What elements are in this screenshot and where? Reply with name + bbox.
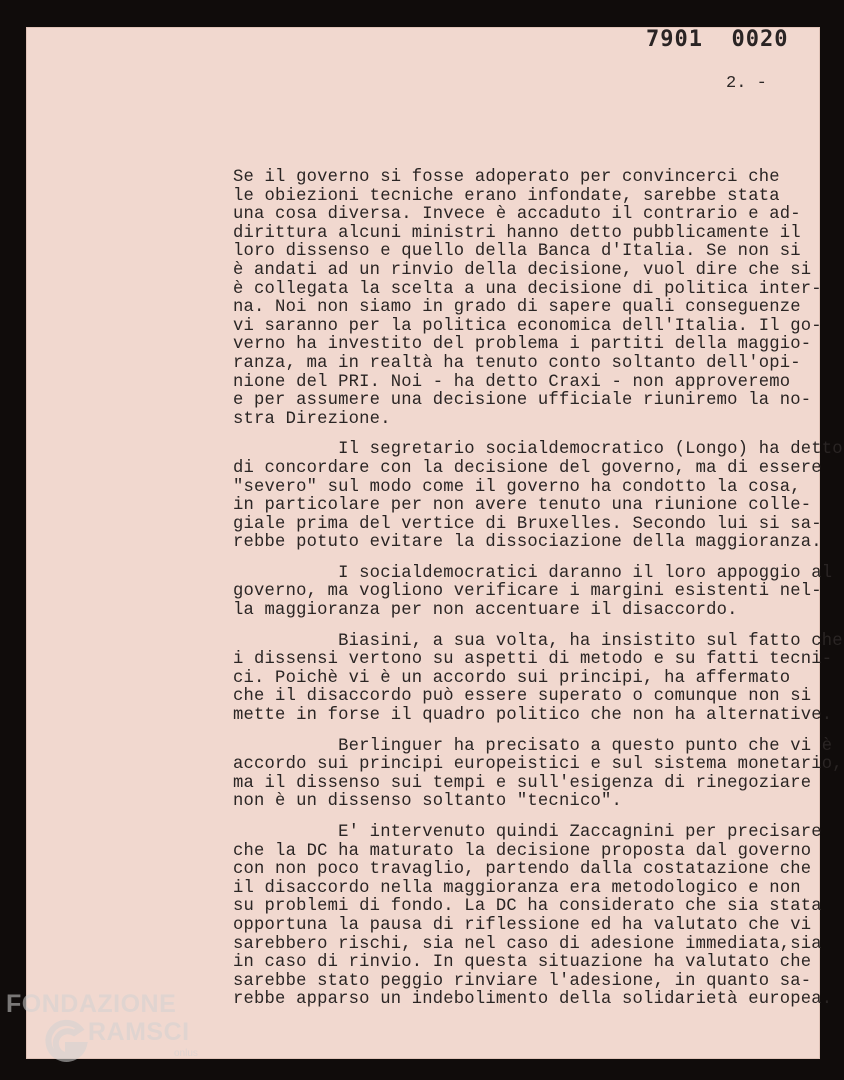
text-line: sarebbe stato peggio rinviare l'adesione, in quanto sa- bbox=[233, 971, 812, 991]
text-line: mette in forse il quadro politico che non ha alternative. bbox=[233, 706, 833, 726]
watermark-onlus: onlus bbox=[174, 1048, 198, 1059]
text-line: i dissensi vertono su aspetti di metodo e su fatti tecni- bbox=[233, 650, 833, 670]
text-line: è collegata la scelta a una decisione di politica inter- bbox=[233, 279, 822, 299]
text-line: loro dissenso e quello della Banca d'Italia. Se non si bbox=[233, 242, 801, 262]
text-line: ranza, ma in realtà ha tenuto conto soltanto dell'opi- bbox=[233, 353, 801, 373]
watermark-subtitle: RAMSCI bbox=[88, 1018, 190, 1046]
watermark-title: FONDAZIONE bbox=[6, 990, 177, 1018]
text-line: in caso di rinvio. In questa situazione ha valutato che bbox=[233, 953, 812, 973]
archive-code: 7901 0020 bbox=[646, 27, 789, 52]
document-page bbox=[26, 27, 843, 1059]
text-line: le obiezioni tecniche erano infondate, sarebbe stata bbox=[233, 186, 780, 206]
text-line: nione del PRI. Noi - ha detto Craxi - non approveremo bbox=[233, 372, 791, 392]
text-line: e per assumere una decisione ufficiale riuniremo la no- bbox=[233, 391, 812, 411]
fondazione-gramsci-watermark bbox=[6, 990, 216, 1080]
text-line: accordo sui principi europeistici e sul sistema monetario, bbox=[233, 755, 843, 775]
text-line: il disaccordo nella maggioranza era metodologico e non bbox=[233, 878, 801, 898]
text-line: di concordare con la decisione del governo, ma di essere bbox=[233, 458, 822, 478]
text-line: governo, ma vogliono verificare i margini esistenti nel- bbox=[233, 582, 822, 602]
text-line: vi saranno per la politica economica dell'Italia. Il go- bbox=[233, 316, 822, 336]
gramsci-g-logo-icon bbox=[40, 1015, 92, 1067]
text-line: Il segretario socialdemocratico (Longo) ha detto bbox=[233, 440, 843, 460]
text-line: rebbe apparso un indebolimento della solidarietà europea. bbox=[233, 990, 833, 1010]
text-line: E' intervenuto quindi Zaccagnini per precisare bbox=[233, 823, 822, 842]
text-line: la maggioranza per non accentuare il disaccordo. bbox=[233, 601, 738, 621]
text-line: Se il governo si fosse adoperato per convincerci che bbox=[233, 168, 780, 187]
text-line: na. Noi non siamo in grado di sapere quali conseguenze bbox=[233, 298, 801, 318]
text-line: rebbe potuto evitare la dissociazione della maggioranza. bbox=[233, 533, 822, 553]
text-line: che la DC ha maturato la decisione proposta dal governo bbox=[233, 841, 812, 861]
paragraph bbox=[233, 563, 833, 621]
text-line: ci. Poichè vi è un accordo sui principi, ha affermato bbox=[233, 668, 791, 688]
text-line: è andati ad un rinvio della decisione, vuol dire che si bbox=[233, 260, 812, 280]
text-line: con non poco travaglio, partendo dalla costatazione che bbox=[233, 860, 812, 880]
text-line: non è un dissenso soltanto "tecnico". bbox=[233, 792, 623, 812]
text-line: Berlinguer ha precisato a questo punto che vi è bbox=[233, 736, 833, 756]
text-line: verno ha investito del problema i partiti della maggio- bbox=[233, 335, 812, 355]
text-line: stra Direzione. bbox=[233, 409, 391, 429]
paragraph bbox=[233, 169, 823, 429]
text-line: opportuna la pausa di riflessione ed ha valutato che vi bbox=[233, 915, 812, 935]
text-line: giale prima del vertice di Bruxelles. Secondo lui si sa- bbox=[233, 514, 822, 534]
text-line: sarebbero rischi, sia nel caso di adesione immediata,sia bbox=[233, 934, 822, 954]
text-line: Biasini, a sua volta, ha insistito sul fatto che bbox=[233, 631, 843, 651]
text-line: una cosa diversa. Invece è accaduto il contrario e ad- bbox=[233, 205, 801, 225]
page-number: 2. - bbox=[726, 74, 767, 93]
text-line: su problemi di fondo. La DC ha considerato che sia stata bbox=[233, 897, 822, 917]
text-line: in particolare per non avere tenuto una riunione colle- bbox=[233, 496, 812, 516]
text-line: ma il dissenso sui tempi e sull'esigenza di rinegoziare bbox=[233, 773, 812, 793]
paragraph bbox=[233, 823, 833, 1010]
text-line: I socialdemocratici daranno il loro appoggio al bbox=[233, 563, 833, 583]
paragraph bbox=[233, 736, 843, 812]
document-body bbox=[233, 168, 843, 1010]
paragraph bbox=[233, 440, 843, 553]
paragraph bbox=[233, 631, 843, 726]
text-line: "severo" sul modo come il governo ha condotto la cosa, bbox=[233, 477, 801, 497]
text-line: dirittura alcuni ministri hanno detto pubblicamente il bbox=[233, 223, 801, 243]
text-line: che il disaccordo può essere superato o comunque non si bbox=[233, 687, 812, 707]
